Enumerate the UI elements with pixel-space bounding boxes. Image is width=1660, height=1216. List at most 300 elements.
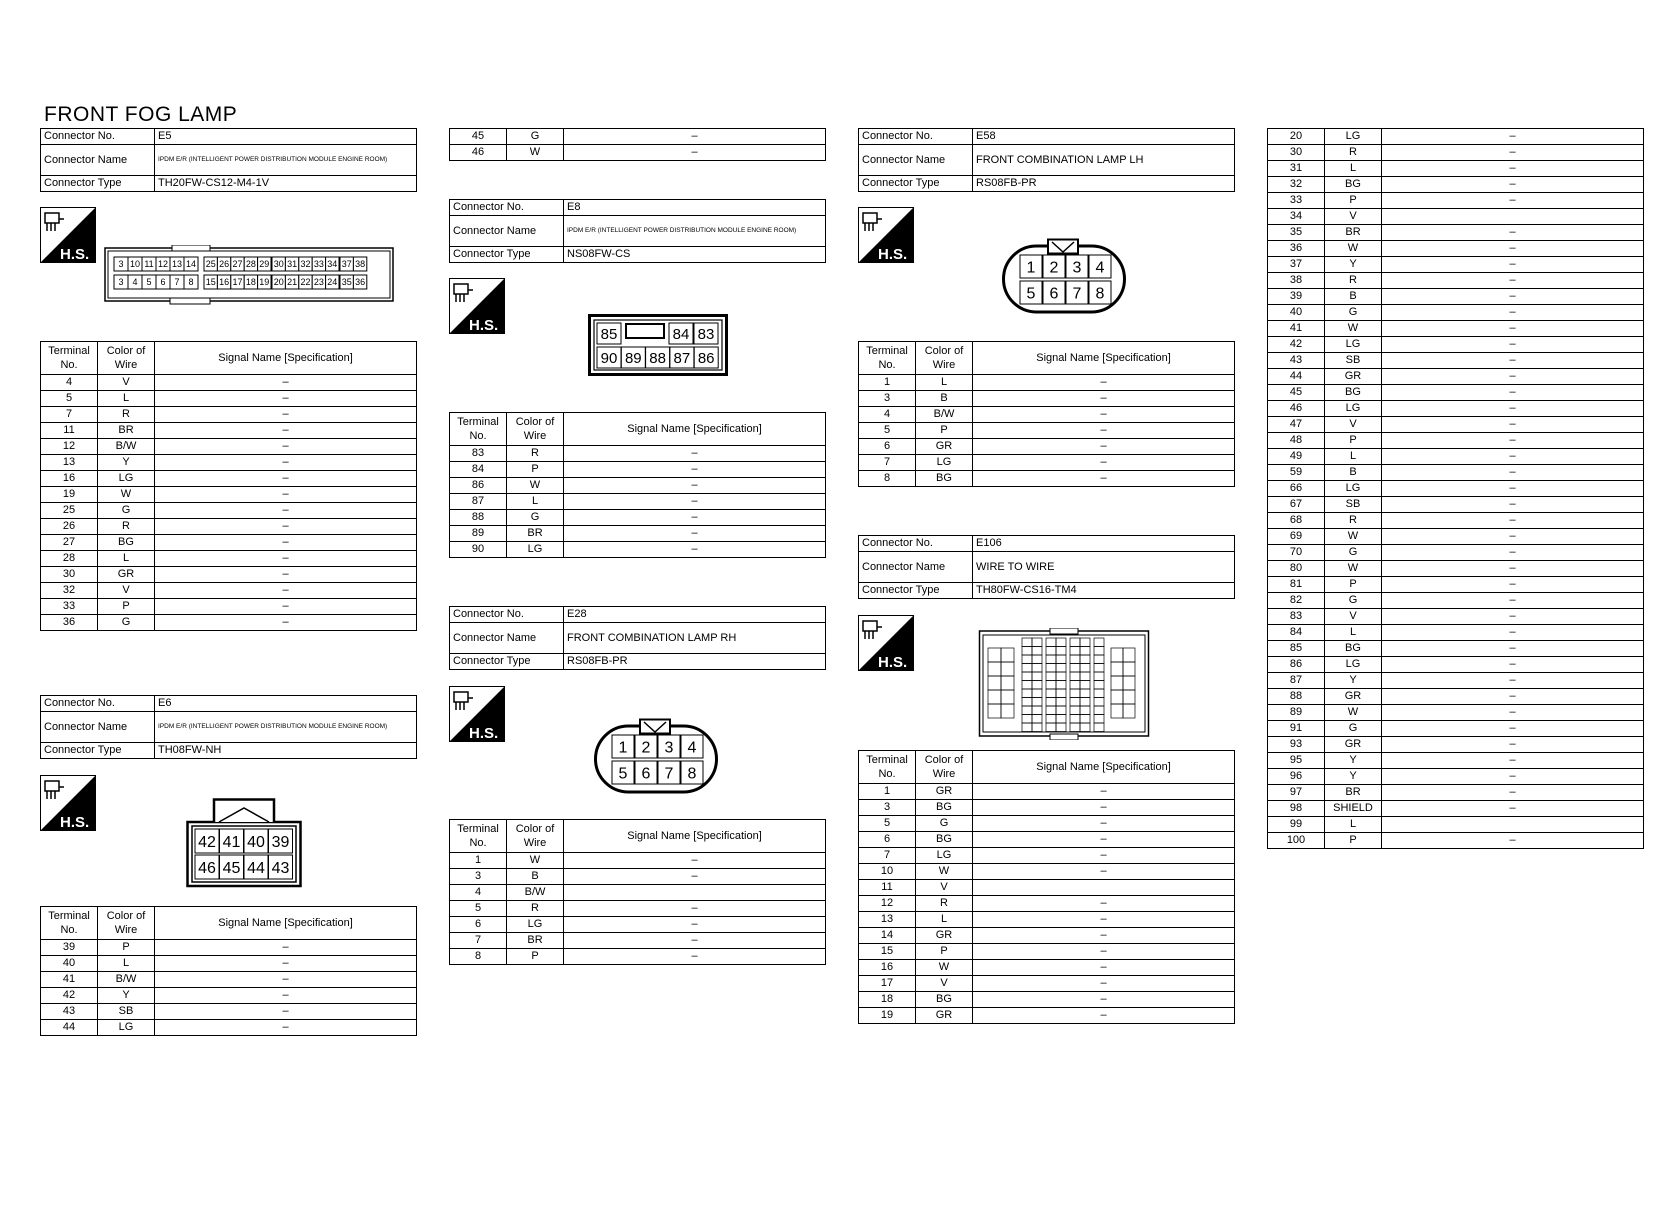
pin-number: 40 bbox=[247, 833, 265, 851]
wire-color: BG bbox=[98, 535, 155, 551]
table-row bbox=[1268, 289, 1644, 305]
pin-number: 31 bbox=[287, 259, 298, 270]
terminal-no: 81 bbox=[1268, 577, 1325, 593]
table-row bbox=[41, 972, 417, 988]
terminal-no: 48 bbox=[1268, 433, 1325, 449]
signal-name: – bbox=[1382, 753, 1644, 769]
terminal-no: 95 bbox=[1268, 753, 1325, 769]
signal-name: – bbox=[564, 933, 826, 949]
pin-number: 84 bbox=[672, 325, 690, 343]
header-signal-name: Signal Name [Specification] bbox=[973, 342, 1235, 375]
connector-info-e6 bbox=[40, 695, 417, 759]
terminal-no: 4 bbox=[859, 407, 916, 423]
connector-type: TH08FW-NH bbox=[155, 743, 417, 759]
wire-color: W bbox=[916, 864, 973, 880]
pin-number: 1 bbox=[618, 739, 628, 757]
terminal-no: 86 bbox=[1268, 657, 1325, 673]
signal-name: – bbox=[1382, 705, 1644, 721]
terminal-no: 17 bbox=[859, 976, 916, 992]
pin-number: 10 bbox=[129, 259, 141, 270]
pin-number: 36 bbox=[355, 277, 366, 288]
table-row bbox=[1268, 209, 1644, 225]
signal-name: – bbox=[155, 519, 417, 535]
table-row bbox=[41, 519, 417, 535]
terminal-no: 46 bbox=[1268, 401, 1325, 417]
signal-name: – bbox=[564, 526, 826, 542]
table-row bbox=[1268, 545, 1644, 561]
table-row bbox=[1268, 465, 1644, 481]
wire-color: V bbox=[98, 583, 155, 599]
label-connector-name: Connector Name bbox=[41, 145, 155, 176]
table-row bbox=[859, 928, 1235, 944]
terminal-no: 7 bbox=[859, 455, 916, 471]
signal-name: – bbox=[1382, 833, 1644, 849]
wire-color: V bbox=[1325, 209, 1382, 225]
wire-color: SB bbox=[1325, 353, 1382, 369]
pin-number: 29 bbox=[259, 259, 270, 270]
pin-number: 89 bbox=[624, 349, 642, 367]
label-connector-no: Connector No. bbox=[859, 536, 973, 552]
pin-number: 8 bbox=[1095, 285, 1105, 303]
wire-color: GR bbox=[1325, 737, 1382, 753]
wire-color: L bbox=[916, 375, 973, 391]
table-row bbox=[450, 949, 826, 965]
terminal-no: 93 bbox=[1268, 737, 1325, 753]
connector-diagram-e6 bbox=[186, 798, 302, 888]
signal-name: – bbox=[1382, 449, 1644, 465]
pin-number: 3 bbox=[118, 259, 124, 270]
header-signal-name: Signal Name [Specification] bbox=[564, 820, 826, 853]
table-row bbox=[1268, 273, 1644, 289]
table-row bbox=[1268, 481, 1644, 497]
header-terminal-no: Terminal No. bbox=[41, 342, 98, 375]
signal-name: – bbox=[973, 848, 1235, 864]
table-row bbox=[41, 375, 417, 391]
wire-color: G bbox=[507, 129, 564, 145]
signal-name: – bbox=[973, 423, 1235, 439]
connector-type: NS08FW-CS bbox=[564, 247, 826, 263]
table-row bbox=[41, 567, 417, 583]
wire-color: L bbox=[1325, 625, 1382, 641]
terminal-no: 33 bbox=[1268, 193, 1325, 209]
signal-name: – bbox=[155, 567, 417, 583]
pin-table-e106 bbox=[858, 750, 1235, 1024]
table-row bbox=[1268, 625, 1644, 641]
signal-name bbox=[1382, 209, 1644, 225]
label-connector-type: Connector Type bbox=[859, 583, 973, 599]
signal-name: – bbox=[564, 494, 826, 510]
wire-color: L bbox=[98, 391, 155, 407]
wire-color: B/W bbox=[98, 972, 155, 988]
table-row bbox=[450, 446, 826, 462]
signal-name: – bbox=[1382, 529, 1644, 545]
signal-name: – bbox=[973, 391, 1235, 407]
terminal-no: 82 bbox=[1268, 593, 1325, 609]
table-row bbox=[1268, 369, 1644, 385]
signal-name: – bbox=[1382, 177, 1644, 193]
table-row bbox=[41, 455, 417, 471]
wire-color: BG bbox=[1325, 385, 1382, 401]
signal-name: – bbox=[1382, 161, 1644, 177]
table-row bbox=[1268, 257, 1644, 273]
table-row bbox=[859, 407, 1235, 423]
terminal-no: 83 bbox=[1268, 609, 1325, 625]
terminal-no: 7 bbox=[859, 848, 916, 864]
label-connector-type: Connector Type bbox=[41, 176, 155, 192]
connector-no: E8 bbox=[564, 200, 826, 216]
pin-number: 86 bbox=[697, 349, 715, 367]
signal-name: – bbox=[564, 510, 826, 526]
header-terminal-no: Terminal No. bbox=[450, 413, 507, 446]
signal-name: – bbox=[564, 462, 826, 478]
terminal-no: 97 bbox=[1268, 785, 1325, 801]
signal-name: – bbox=[155, 551, 417, 567]
table-row bbox=[450, 494, 826, 510]
terminal-no: 40 bbox=[41, 956, 98, 972]
pin-number: 21 bbox=[287, 277, 298, 288]
table-row bbox=[450, 885, 826, 901]
terminal-no: 5 bbox=[859, 816, 916, 832]
wire-color: P bbox=[1325, 833, 1382, 849]
signal-name: – bbox=[1382, 721, 1644, 737]
connector-no: E5 bbox=[155, 129, 417, 145]
signal-name: – bbox=[1382, 193, 1644, 209]
terminal-no: 4 bbox=[41, 375, 98, 391]
table-row bbox=[41, 599, 417, 615]
header-signal-name: Signal Name [Specification] bbox=[973, 751, 1235, 784]
signal-name: – bbox=[155, 535, 417, 551]
terminal-no: 89 bbox=[450, 526, 507, 542]
pin-number: 90 bbox=[600, 349, 618, 367]
pin-number: 13 bbox=[171, 259, 183, 270]
wire-color: GR bbox=[916, 784, 973, 800]
signal-name: – bbox=[564, 853, 826, 869]
signal-name: – bbox=[564, 145, 826, 161]
terminal-no: 11 bbox=[41, 423, 98, 439]
table-row bbox=[1268, 577, 1644, 593]
signal-name: – bbox=[1382, 401, 1644, 417]
pin-number: 45 bbox=[222, 859, 241, 877]
signal-name: – bbox=[155, 407, 417, 423]
table-row bbox=[1268, 417, 1644, 433]
wire-color: L bbox=[1325, 449, 1382, 465]
pin-number: 33 bbox=[313, 259, 324, 270]
wire-color: P bbox=[507, 462, 564, 478]
terminal-no: 36 bbox=[1268, 241, 1325, 257]
wire-color: GR bbox=[1325, 369, 1382, 385]
terminal-no: 100 bbox=[1268, 833, 1325, 849]
pin-number: 14 bbox=[185, 259, 197, 270]
wire-color: V bbox=[1325, 609, 1382, 625]
wire-color: G bbox=[98, 503, 155, 519]
wire-color: Y bbox=[98, 455, 155, 471]
connector-info-e106 bbox=[858, 535, 1235, 599]
wire-color: G bbox=[507, 510, 564, 526]
connector-name: IPDM E/R (INTELLIGENT POWER DISTRIBUTION MODULE ENGINE ROOM) bbox=[155, 712, 417, 743]
wire-color: LG bbox=[916, 848, 973, 864]
label-connector-name: Connector Name bbox=[859, 145, 973, 176]
table-row bbox=[1268, 337, 1644, 353]
terminal-no: 5 bbox=[859, 423, 916, 439]
terminal-no: 36 bbox=[41, 615, 98, 631]
label-connector-type: Connector Type bbox=[41, 743, 155, 759]
signal-name: – bbox=[973, 407, 1235, 423]
pin-number: 37 bbox=[341, 259, 352, 270]
table-row bbox=[41, 407, 417, 423]
header-color-of-wire: Color of Wire bbox=[507, 413, 564, 446]
connector-harness-side-icon bbox=[449, 686, 505, 742]
wire-color: B/W bbox=[507, 885, 564, 901]
pin-number: 4 bbox=[1095, 259, 1105, 277]
pin-number: 34 bbox=[327, 259, 338, 270]
wire-color: Y bbox=[98, 988, 155, 1004]
connector-no: E6 bbox=[155, 696, 417, 712]
table-row bbox=[41, 391, 417, 407]
wire-color: G bbox=[1325, 721, 1382, 737]
signal-name: – bbox=[564, 917, 826, 933]
pin-number: 19 bbox=[259, 277, 270, 288]
table-row bbox=[859, 944, 1235, 960]
terminal-no: 14 bbox=[859, 928, 916, 944]
terminal-no: 43 bbox=[1268, 353, 1325, 369]
wire-color: G bbox=[98, 615, 155, 631]
terminal-no: 39 bbox=[41, 940, 98, 956]
signal-name: – bbox=[1382, 289, 1644, 305]
signal-name: – bbox=[973, 928, 1235, 944]
table-row bbox=[1268, 161, 1644, 177]
signal-name: – bbox=[1382, 305, 1644, 321]
terminal-no: 12 bbox=[859, 896, 916, 912]
terminal-no: 88 bbox=[450, 510, 507, 526]
wire-color: R bbox=[916, 896, 973, 912]
signal-name: – bbox=[155, 471, 417, 487]
terminal-no: 41 bbox=[1268, 321, 1325, 337]
table-row bbox=[450, 526, 826, 542]
pin-number: 4 bbox=[132, 277, 138, 288]
pin-number: 46 bbox=[198, 859, 216, 877]
pin-number: 4 bbox=[687, 739, 697, 757]
pin-table-e6 bbox=[40, 906, 417, 1036]
signal-name: – bbox=[973, 832, 1235, 848]
terminal-no: 44 bbox=[1268, 369, 1325, 385]
terminal-no: 87 bbox=[450, 494, 507, 510]
table-row bbox=[450, 510, 826, 526]
header-signal-name: Signal Name [Specification] bbox=[155, 342, 417, 375]
label-connector-type: Connector Type bbox=[450, 247, 564, 263]
table-row bbox=[859, 1008, 1235, 1024]
connector-harness-side-icon bbox=[449, 278, 505, 334]
table-row bbox=[41, 583, 417, 599]
terminal-no: 4 bbox=[450, 885, 507, 901]
terminal-no: 99 bbox=[1268, 817, 1325, 833]
signal-name: – bbox=[155, 1004, 417, 1020]
wire-color: B bbox=[507, 869, 564, 885]
table-row bbox=[1268, 593, 1644, 609]
header-terminal-no: Terminal No. bbox=[859, 751, 916, 784]
pin-number: 5 bbox=[618, 765, 628, 783]
pin-number: 85 bbox=[600, 325, 618, 343]
signal-name: – bbox=[564, 901, 826, 917]
wire-color: R bbox=[1325, 513, 1382, 529]
terminal-no: 38 bbox=[1268, 273, 1325, 289]
wire-color: SB bbox=[1325, 497, 1382, 513]
wire-color: SB bbox=[98, 1004, 155, 1020]
table-row bbox=[450, 462, 826, 478]
pin-number: 24 bbox=[327, 277, 338, 288]
pin-number: 7 bbox=[664, 765, 674, 783]
terminal-no: 91 bbox=[1268, 721, 1325, 737]
wire-color: V bbox=[916, 880, 973, 896]
terminal-no: 41 bbox=[41, 972, 98, 988]
pin-number: 44 bbox=[247, 859, 265, 877]
wire-color: BR bbox=[1325, 785, 1382, 801]
signal-name: – bbox=[1382, 321, 1644, 337]
table-row bbox=[1268, 833, 1644, 849]
terminal-no: 28 bbox=[41, 551, 98, 567]
table-row bbox=[41, 471, 417, 487]
pin-number: 26 bbox=[219, 259, 230, 270]
terminal-no: 3 bbox=[859, 391, 916, 407]
wire-color: P bbox=[916, 423, 973, 439]
pin-number: 11 bbox=[144, 259, 154, 270]
terminal-no: 90 bbox=[450, 542, 507, 558]
signal-name: – bbox=[1382, 225, 1644, 241]
signal-name: – bbox=[564, 949, 826, 965]
table-row bbox=[859, 800, 1235, 816]
terminal-no: 44 bbox=[41, 1020, 98, 1036]
pin-number: 3 bbox=[664, 739, 674, 757]
pin-number: 6 bbox=[160, 277, 166, 288]
table-row bbox=[1268, 433, 1644, 449]
terminal-no: 59 bbox=[1268, 465, 1325, 481]
connector-diagram-e106 bbox=[978, 628, 1150, 740]
signal-name: – bbox=[1382, 241, 1644, 257]
connector-info-e8 bbox=[449, 199, 826, 263]
pin-number: 7 bbox=[1072, 285, 1082, 303]
wire-color: V bbox=[98, 375, 155, 391]
wire-color: LG bbox=[1325, 337, 1382, 353]
signal-name: – bbox=[155, 599, 417, 615]
terminal-no: 13 bbox=[41, 455, 98, 471]
terminal-no: 33 bbox=[41, 599, 98, 615]
wire-color: BR bbox=[507, 933, 564, 949]
terminal-no: 68 bbox=[1268, 513, 1325, 529]
signal-name: – bbox=[1382, 273, 1644, 289]
signal-name: – bbox=[155, 615, 417, 631]
table-row bbox=[859, 784, 1235, 800]
pin-number: 25 bbox=[205, 259, 216, 270]
table-row bbox=[450, 933, 826, 949]
connector-info-e58 bbox=[858, 128, 1235, 192]
wire-color: W bbox=[507, 145, 564, 161]
label-connector-no: Connector No. bbox=[41, 129, 155, 145]
table-row bbox=[859, 896, 1235, 912]
header-signal-name: Signal Name [Specification] bbox=[564, 413, 826, 446]
table-row bbox=[41, 988, 417, 1004]
terminal-no: 15 bbox=[859, 944, 916, 960]
table-row bbox=[1268, 753, 1644, 769]
terminal-no: 18 bbox=[859, 992, 916, 1008]
wire-color: P bbox=[1325, 433, 1382, 449]
terminal-no: 11 bbox=[859, 880, 916, 896]
terminal-no: 6 bbox=[859, 439, 916, 455]
wire-color: G bbox=[1325, 593, 1382, 609]
table-row bbox=[1268, 561, 1644, 577]
connector-type: TH80FW-CS16-TM4 bbox=[973, 583, 1235, 599]
terminal-no: 5 bbox=[450, 901, 507, 917]
terminal-no: 86 bbox=[450, 478, 507, 494]
signal-name: – bbox=[155, 988, 417, 1004]
label-connector-name: Connector Name bbox=[41, 712, 155, 743]
pin-number: 2 bbox=[641, 739, 651, 757]
wire-color: V bbox=[916, 976, 973, 992]
connector-name: WIRE TO WIRE bbox=[973, 552, 1235, 583]
table-row bbox=[1268, 689, 1644, 705]
pin-number: 42 bbox=[198, 833, 216, 851]
terminal-no: 42 bbox=[1268, 337, 1325, 353]
wire-color: P bbox=[98, 940, 155, 956]
signal-name: – bbox=[1382, 657, 1644, 673]
connector-harness-side-icon bbox=[40, 207, 96, 263]
wire-color: L bbox=[507, 494, 564, 510]
label-connector-no: Connector No. bbox=[450, 607, 564, 623]
table-row bbox=[859, 960, 1235, 976]
table-row bbox=[450, 478, 826, 494]
wire-color: G bbox=[916, 816, 973, 832]
terminal-no: 39 bbox=[1268, 289, 1325, 305]
terminal-no: 3 bbox=[450, 869, 507, 885]
terminal-no: 46 bbox=[450, 145, 507, 161]
table-row bbox=[1268, 145, 1644, 161]
signal-name: – bbox=[1382, 785, 1644, 801]
terminal-no: 35 bbox=[1268, 225, 1325, 241]
header-terminal-no: Terminal No. bbox=[859, 342, 916, 375]
signal-name: – bbox=[155, 956, 417, 972]
terminal-no: 42 bbox=[41, 988, 98, 1004]
wire-color: V bbox=[1325, 417, 1382, 433]
table-row bbox=[859, 423, 1235, 439]
terminal-no: 13 bbox=[859, 912, 916, 928]
table-row bbox=[450, 901, 826, 917]
table-row bbox=[1268, 673, 1644, 689]
signal-name: – bbox=[1382, 625, 1644, 641]
signal-name: – bbox=[155, 503, 417, 519]
table-row bbox=[1268, 705, 1644, 721]
signal-name: – bbox=[1382, 433, 1644, 449]
terminal-no: 84 bbox=[450, 462, 507, 478]
table-row bbox=[1268, 385, 1644, 401]
table-row bbox=[1268, 129, 1644, 145]
signal-name: – bbox=[1382, 577, 1644, 593]
pin-number: 30 bbox=[273, 259, 284, 270]
terminal-no: 16 bbox=[41, 471, 98, 487]
wire-color: P bbox=[507, 949, 564, 965]
wire-color: Y bbox=[1325, 769, 1382, 785]
pin-number: 43 bbox=[271, 859, 290, 877]
pin-table-e8 bbox=[449, 412, 826, 558]
signal-name: – bbox=[1382, 513, 1644, 529]
pin-number: 3 bbox=[1072, 259, 1082, 277]
pin-table-e28 bbox=[449, 819, 826, 965]
pin-table-e58 bbox=[858, 341, 1235, 487]
table-row bbox=[1268, 513, 1644, 529]
connector-info-e28 bbox=[449, 606, 826, 670]
table-row bbox=[1268, 321, 1644, 337]
terminal-no: 67 bbox=[1268, 497, 1325, 513]
terminal-no: 32 bbox=[1268, 177, 1325, 193]
connector-diagram-e5 bbox=[104, 245, 394, 305]
pin-number: 8 bbox=[188, 277, 194, 288]
